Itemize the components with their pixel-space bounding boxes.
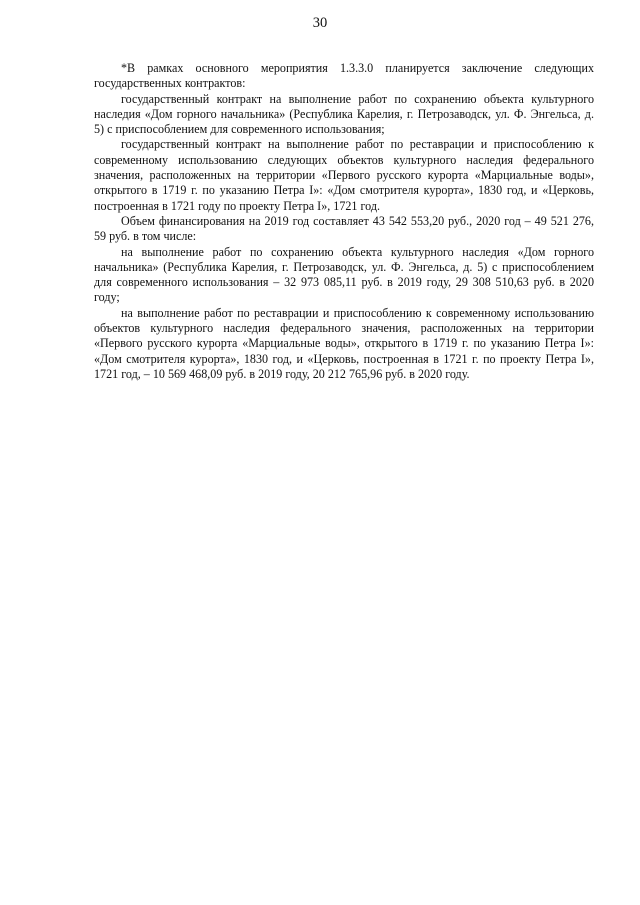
paragraph-funding-restoration: на выполнение работ по реставрации и приспособлению к современному использованию объектов культурного наследия федерального значения, расположенных на территории «Первого русского курорта «Марциальные воды», открытого в 1719 г. по указанию Петра I»: «Дом смотрителя курорта», 1830 год, и «Церковь, построенная в 1721 г. по проекту Петра I», 1721 год, – 10 569 468,09 руб. в 2019 году, 20 212 765,96 руб. в 2020 году.	[94, 305, 594, 381]
paragraph-funding-mining-house: на выполнение работ по сохранению объекта культурного наследия «Дом горного начальника» (Республика Карелия, г. Петрозаводск, ул. Ф. Энгельса, д. 5) с приспособлением для современного использования – 32 973 085,11 руб. в 2019 году, 29 308 510,63 руб. в 2020 году;	[94, 244, 594, 305]
document-body	[94, 61, 594, 382]
paragraph-contract-restoration: государственный контракт на выполнение работ по реставрации и приспособлению к современному использованию следующих объектов культурного наследия федерального значения, расположенных на территории «Первого русского курорта «Марциальные воды», открытого в 1719 г. по указанию Петра I»: «Дом смотрителя курорта», 1830 год, и «Церковь, построенная в 1721 году по проекту Петра I», 1721 год.	[94, 137, 594, 213]
paragraph-contract-mining-house: государственный контракт на выполнение работ по сохранению объекта культурного наследия «Дом горного начальника» (Республика Карелия, г. Петрозаводск, ул. Ф. Энгельса, д. 5) с приспособлением для современного использования;	[94, 91, 594, 137]
paragraph-contracts-intro: *В рамках основного мероприятия 1.3.3.0 планируется заключение следующих государственных контрактов:	[94, 61, 594, 91]
paragraph-funding-volume: Объем финансирования на 2019 год составляет 43 542 553,20 руб., 2020 год – 49 521 276, 59 руб. в том числе:	[94, 213, 594, 244]
page-number: 30	[312, 15, 328, 31]
